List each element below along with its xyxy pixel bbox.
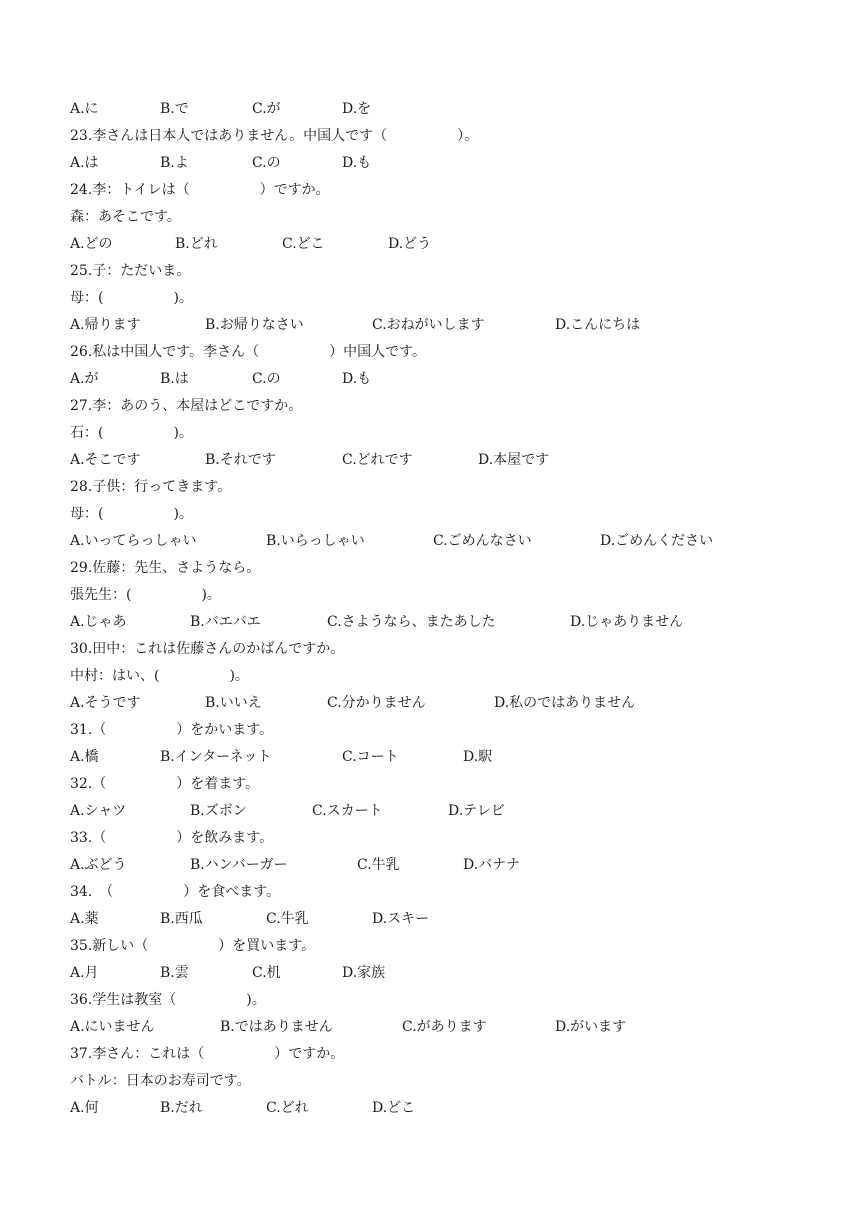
- answer-option: A.に: [70, 101, 99, 117]
- answer-option: C.どれ: [266, 1100, 309, 1116]
- answer-option: A.薬: [70, 911, 99, 927]
- answer-option: A.帰ります: [70, 317, 141, 333]
- answer-option: A.どの: [70, 236, 113, 252]
- answer-option: C.机: [252, 965, 281, 981]
- question-line: 張先生：( )。: [70, 587, 221, 603]
- answer-option: A.は: [70, 155, 99, 171]
- question-line: 29.佐藤：先生、さようなら。: [70, 560, 261, 576]
- answer-option: C.コート: [342, 749, 399, 765]
- question-line: 石：( )。: [70, 425, 193, 441]
- answer-option: D.テレビ: [448, 803, 505, 819]
- answer-option: A.ぶどう: [70, 857, 127, 873]
- answer-option: C.おねがいします: [372, 317, 485, 333]
- answer-option: A.にいません: [70, 1019, 155, 1035]
- answer-option: B.よ: [160, 155, 189, 171]
- answer-option: D.も: [342, 155, 372, 171]
- answer-option: C.ごめんなさい: [433, 533, 532, 549]
- question-line: 34. （ ）を食べます。: [70, 884, 281, 900]
- options-line: [70, 96, 810, 123]
- answer-option: A.月: [70, 965, 99, 981]
- answer-option: C.どれです: [342, 452, 413, 468]
- question-line: 中村：はい、( )。: [70, 668, 249, 684]
- answer-option: B.ではありません: [220, 1019, 333, 1035]
- answer-option: B.それです: [205, 452, 276, 468]
- answer-option: A.いってらっしゃい: [70, 533, 197, 549]
- question-line: 31.（ ）をかいます。: [70, 722, 274, 738]
- answer-option: C.牛乳: [266, 911, 309, 927]
- answer-option: D.を: [342, 101, 372, 117]
- question-line: 30.田中：これは佐藤さんのかばんですか。: [70, 641, 345, 657]
- answer-option: B.は: [160, 371, 189, 387]
- options-line: [70, 312, 810, 339]
- answer-option: B.バエバエ: [190, 614, 261, 630]
- options-line: [70, 528, 810, 555]
- answer-option: C.があります: [402, 1019, 487, 1035]
- options-line: [70, 366, 810, 393]
- answer-option: A.橋: [70, 749, 99, 765]
- answer-option: D.駅: [463, 749, 493, 765]
- answer-option: D.どう: [388, 236, 432, 252]
- options-line: [70, 1095, 810, 1122]
- answer-option: B.で: [160, 101, 189, 117]
- options-line: [70, 1014, 810, 1041]
- answer-option: C.牛乳: [357, 857, 400, 873]
- answer-option: A.何: [70, 1100, 99, 1116]
- question-line: 37.李さん：これは（ ）ですか。: [70, 1046, 345, 1062]
- answer-option: C.スカート: [312, 803, 383, 819]
- answer-option: D.どこ: [372, 1100, 416, 1116]
- answer-option: D.も: [342, 371, 372, 387]
- answer-option: A.が: [70, 371, 99, 387]
- answer-option: B.雲: [160, 965, 189, 981]
- answer-option: B.西瓜: [160, 911, 203, 927]
- answer-option: B.いいえ: [205, 695, 262, 711]
- options-line: [70, 447, 810, 474]
- answer-option: D.スキー: [372, 911, 430, 927]
- options-line: [70, 852, 810, 879]
- answer-option: C.どこ: [282, 236, 325, 252]
- answer-option: D.がいます: [555, 1019, 627, 1035]
- question-line: 23.李さんは日本人ではありません。中国人です（ ）。: [70, 128, 479, 144]
- options-line: [70, 798, 810, 825]
- answer-option: B.いらっしゃい: [266, 533, 365, 549]
- question-line: 36.学生は教室（ )。: [70, 992, 266, 1008]
- question-line: 母：( )。: [70, 290, 193, 306]
- options-line: [70, 150, 810, 177]
- answer-option: A.シャツ: [70, 803, 127, 819]
- question-line: 35.新しい（ ）を買います。: [70, 938, 316, 954]
- options-line: [70, 906, 810, 933]
- question-line: バトル：日本のお寿司です。: [70, 1073, 251, 1089]
- answer-option: D.じゃありません: [570, 614, 684, 630]
- answer-option: D.家族: [342, 965, 386, 981]
- answer-option: B.ハンバーガー: [190, 857, 288, 873]
- answer-option: B.お帰りなさい: [205, 317, 304, 333]
- question-line: 27.李：あのう、本屋はどこですか。: [70, 398, 303, 414]
- answer-option: D.本屋です: [478, 452, 550, 468]
- answer-option: D.ごめんください: [600, 533, 714, 549]
- question-line: 32.（ ）を着ます。: [70, 776, 260, 792]
- answer-option: C.の: [252, 371, 281, 387]
- answer-option: D.こんにちは: [555, 317, 641, 333]
- answer-option: C.が: [252, 101, 281, 117]
- answer-option: A.そうです: [70, 695, 141, 711]
- options-line: [70, 744, 810, 771]
- question-line: 26.私は中国人です。李さん（ ）中国人です。: [70, 344, 427, 360]
- answer-option: D.バナナ: [463, 857, 521, 873]
- answer-option: D.私のではありません: [494, 695, 636, 711]
- question-line: 母：( )。: [70, 506, 193, 522]
- answer-option: B.だれ: [160, 1100, 203, 1116]
- answer-option: A.じゃあ: [70, 614, 127, 630]
- options-line: [70, 960, 810, 987]
- question-line: 25.子：ただいま。: [70, 263, 191, 279]
- options-line: [70, 690, 810, 717]
- answer-option: A.そこです: [70, 452, 141, 468]
- question-list: [70, 96, 810, 1122]
- question-line: 28.子供：行ってきます。: [70, 479, 232, 495]
- answer-option: C.さようなら、またあした: [327, 614, 496, 630]
- question-line: 33.（ ）を飲みます。: [70, 830, 274, 846]
- answer-option: B.インターネット: [160, 749, 272, 765]
- answer-option: B.ズボン: [190, 803, 247, 819]
- options-line: [70, 231, 810, 258]
- answer-option: C.分かりません: [327, 695, 426, 711]
- question-line: 森：あそこです。: [70, 209, 181, 225]
- options-line: [70, 609, 810, 636]
- answer-option: B.どれ: [175, 236, 218, 252]
- question-line: 24.李：トイレは（ ）ですか。: [70, 182, 330, 198]
- answer-option: C.の: [252, 155, 281, 171]
